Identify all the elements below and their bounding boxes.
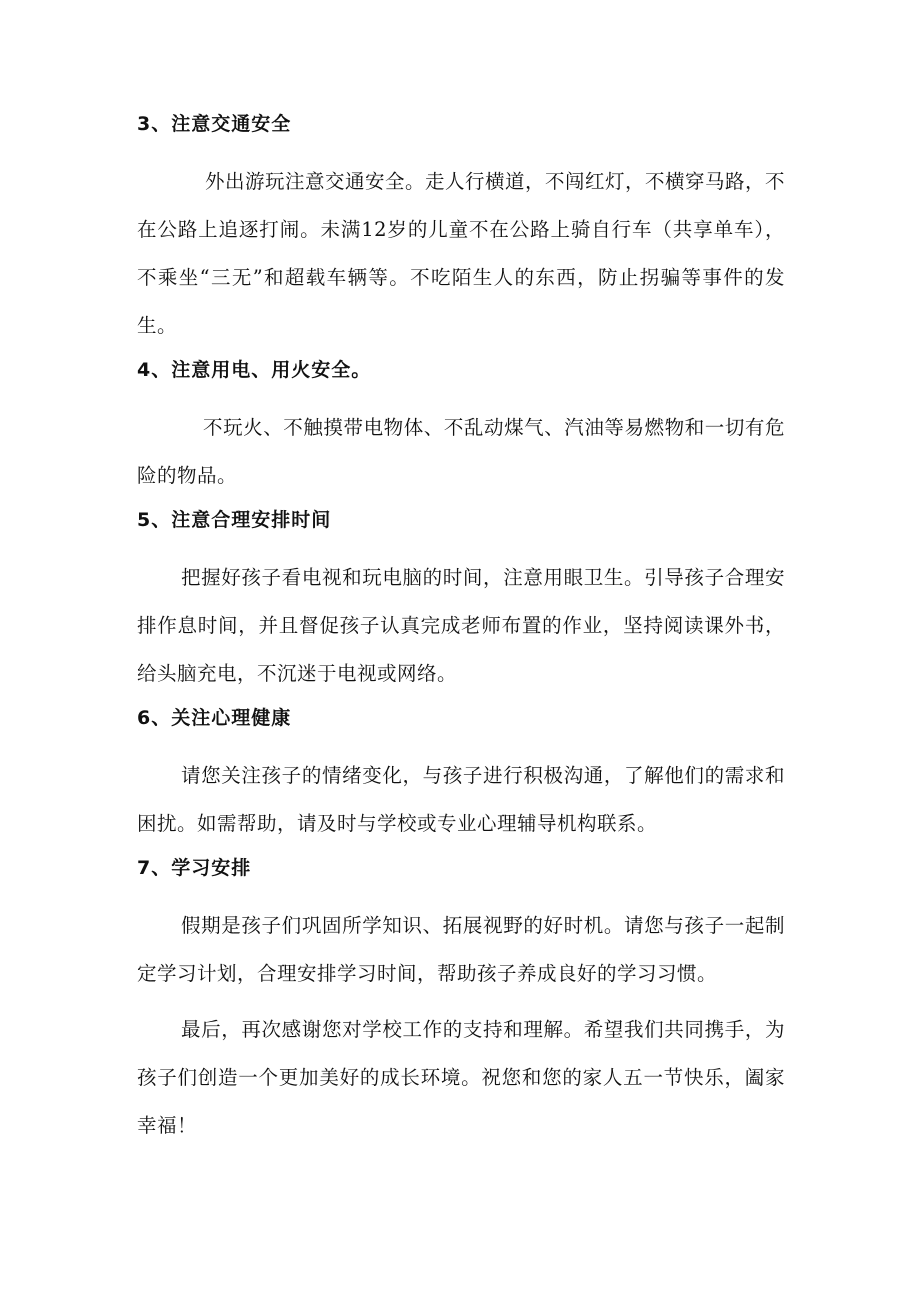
section-heading: 3、注意交通安全 bbox=[137, 113, 292, 135]
closing-paragraph: 最后，再次感谢您对学校工作的支持和理解。希望我们共同携手，为孩子们创造一个更加美好的成长环境。祝您和您的家人五一节快乐，阖家幸福！ bbox=[137, 1018, 785, 1137]
section-electricity-fire-safety bbox=[137, 358, 785, 500]
section-paragraph: 请您关注孩子的情绪变化，与孩子进行积极沟通，了解他们的需求和困扰。如需帮助，请及时与学校或专业心理辅导机构联系。 bbox=[137, 764, 785, 835]
section-mental-health bbox=[137, 706, 785, 848]
section-time-arrangement bbox=[137, 508, 785, 698]
section-heading: 4、注意用电、用火安全。 bbox=[137, 359, 372, 381]
section-heading: 7、学习安排 bbox=[137, 857, 252, 879]
section-paragraph: 假期是孩子们巩固所学知识、拓展视野的好时机。请您与孩子一起制定学习计划，合理安排学习时间，帮助孩子养成良好的学习习惯。 bbox=[137, 914, 785, 985]
section-study-plan bbox=[137, 856, 785, 1150]
section-paragraph: 外出游玩注意交通安全。走人行横道，不闯红灯，不横穿马路，不在公路上追逐打闹。未满12岁的儿童不在公路上骑自行车（共享单车），不乘坐“三无”和超载车辆等。不吃陌生人的东西，防止拐骗等事件的发生。 bbox=[137, 170, 786, 337]
section-paragraph: 不玩火、不触摸带电物体、不乱动煤气、汽油等易燃物和一切有危险的物品。 bbox=[137, 416, 785, 487]
document-body bbox=[137, 112, 785, 1158]
section-paragraph: 把握好孩子看电视和玩电脑的时间，注意用眼卫生。引导孩子合理安排作息时间，并且督促孩子认真完成老师布置的作业，坚持阅读课外书，给头脑充电，不沉迷于电视或网络。 bbox=[137, 566, 785, 685]
section-heading: 5、注意合理安排时间 bbox=[137, 509, 332, 531]
section-traffic-safety bbox=[137, 112, 785, 350]
section-heading: 6、关注心理健康 bbox=[137, 707, 292, 729]
